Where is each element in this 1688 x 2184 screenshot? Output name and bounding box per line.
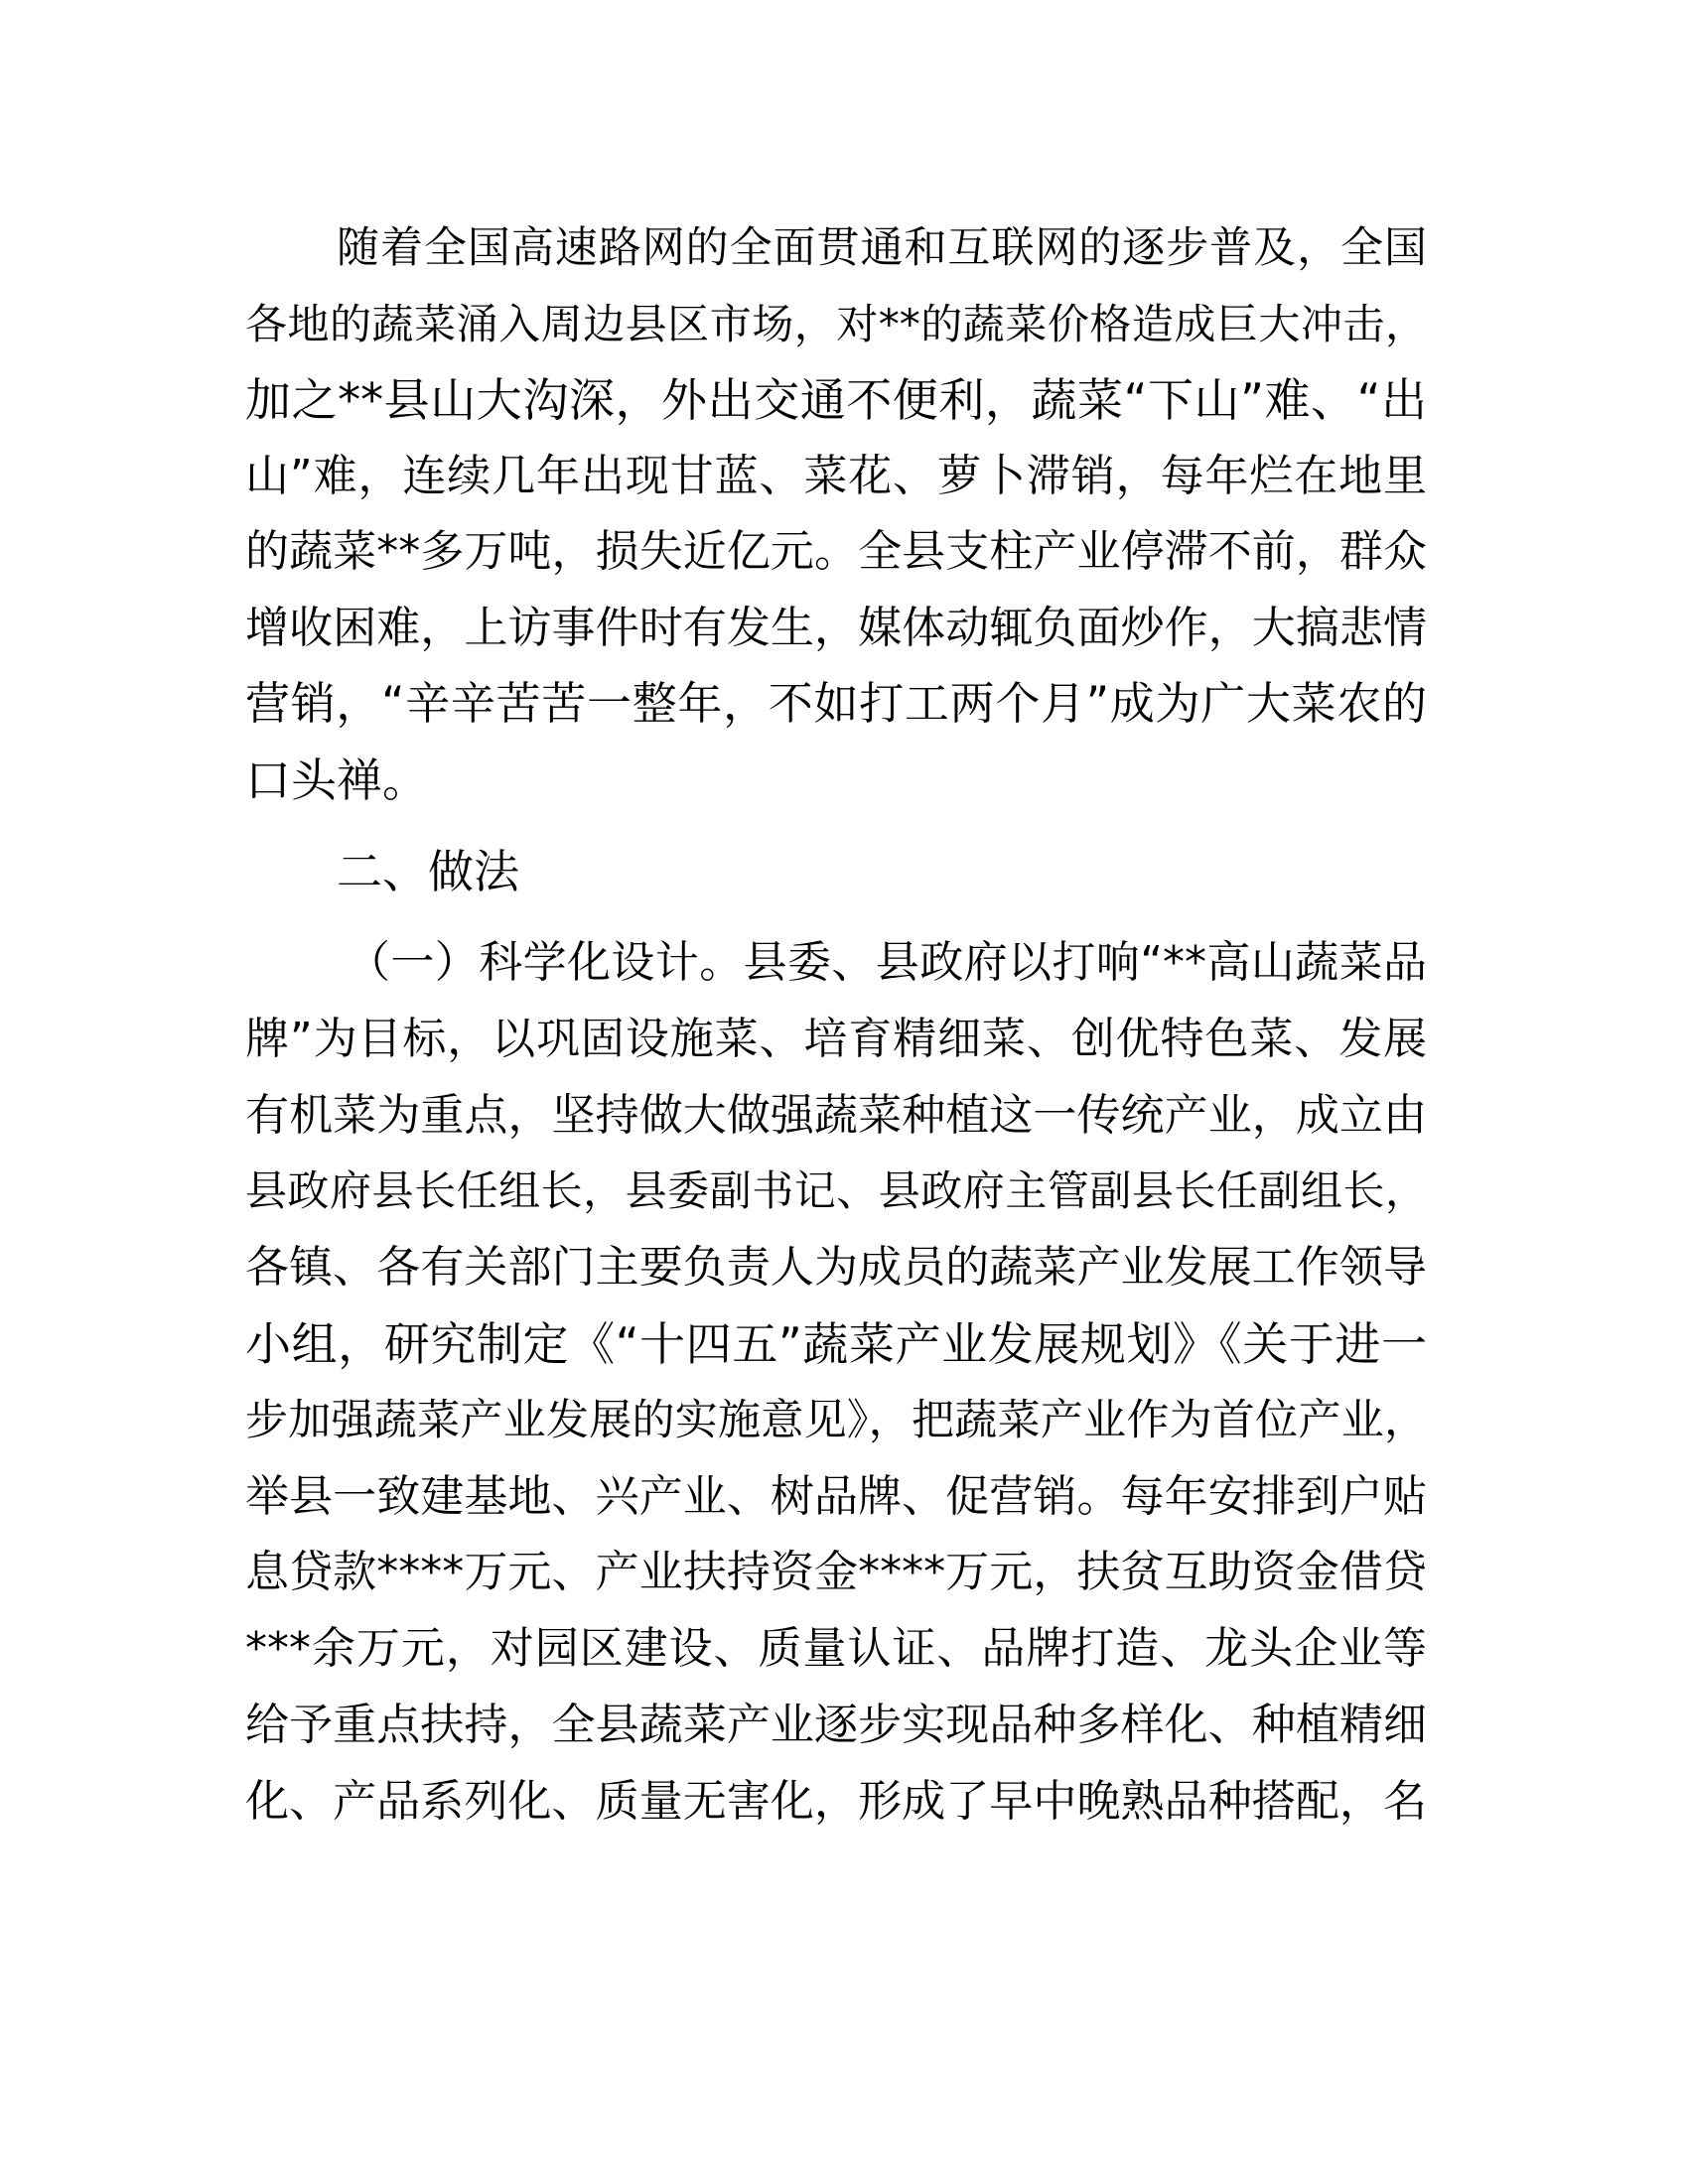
paragraph-line: 营销，“辛辛苦苦一整年，不如打工两个月”成为广大菜农的 <box>245 677 1427 730</box>
paragraph-line: 小组，研究制定《“十四五”蔬菜产业发展规划》《关于进一 <box>245 1317 1427 1371</box>
paragraph-line: ***余万元，对园区建设、质量认证、品牌打造、龙头企业等 <box>245 1623 1427 1675</box>
paragraph-line: 步加强蔬菜产业发展的实施意见》，把蔬菜产业作为首位产业， <box>245 1395 1427 1445</box>
paragraph-line: 化、产品系列化、质量无害化，形成了早中晚熟品种搭配，名 <box>245 1775 1427 1827</box>
paragraph-line: 口头禅。 <box>245 752 428 807</box>
paragraph-line: 加之**县山大沟深，外出交通不便利，蔬菜“下山”难、“出 <box>245 373 1427 427</box>
paragraph-line: 各镇、各有关部门主要负责人为成员的蔬菜产业发展工作领导 <box>245 1242 1427 1294</box>
paragraph-line: 有机菜为重点，坚持做大做强蔬菜种植这一传统产业，成立由 <box>245 1089 1427 1141</box>
paragraph-line: 的蔬菜**多万吨，损失近亿元。全县支柱产业停滞不前，群众 <box>245 526 1427 577</box>
paragraph-line: 牌”为目标，以巩固设施菜、培育精细菜、创优特色菜、发展 <box>245 1013 1427 1064</box>
paragraph-line: 增收困难，上访事件时有发生，媒体动辄负面炒作，大搞悲情 <box>245 602 1427 653</box>
paragraph-line: 山”难，连续几年出现甘蓝、菜花、萝卜滞销，每年烂在地里 <box>245 450 1427 501</box>
paragraph-line: 县政府县长任组长，县委副书记、县政府主管副县长任副组长， <box>245 1166 1427 1216</box>
paragraph-line: 息贷款****万元、产业扶持资金****万元，扶贫互助资金借贷 <box>245 1547 1427 1598</box>
paragraph-line: 各地的蔬菜涌入周边县区市场，对**的蔬菜价格造成巨大冲击， <box>245 299 1427 348</box>
section-heading: 二、做法 <box>337 845 519 898</box>
paragraph-line: 举县一致建基地、兴产业、树品牌、促营销。每年安排到户贴 <box>245 1470 1427 1522</box>
paragraph-line: （一）科学化设计。县委、县政府以打响“**高山蔬菜品 <box>347 937 1427 988</box>
paragraph-line: 随着全国高速路网的全面贯通和互联网的逐步普及，全国 <box>337 223 1427 273</box>
paragraph-line: 给予重点扶持，全县蔬菜产业逐步实现品种多样化、种植精细 <box>245 1700 1427 1750</box>
